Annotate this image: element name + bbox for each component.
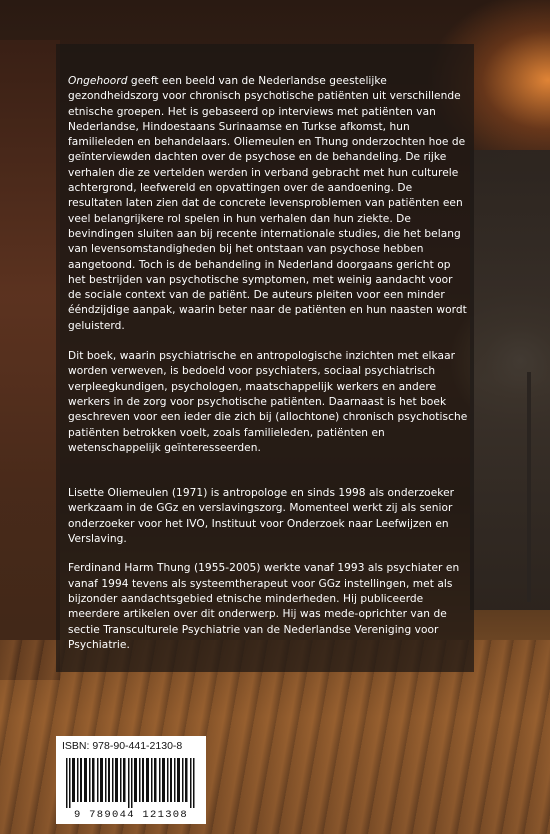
barcode-icon: [66, 758, 196, 808]
book-title: Ongehoord: [68, 75, 128, 87]
background-building-right: [470, 150, 550, 610]
barcode-digits: 9 789044 121308: [73, 809, 188, 821]
author-bio-1: Lisette Oliemeulen (1971) is antropologe en sinds 1998 als onderzoeker werkzaam in de GGz en verslavingszorg. Momenteel werkt zij als senior onderzoeker voor het IVO, Instituut voor Onderzoek naar Leefwijzen en Verslaving.: [68, 487, 455, 546]
description-paragraph-2: Dit boek, waarin psychiatrische en antropologische inzichten met elkaar worden verweven, is bedoeld voor psychiaters, sociaal psychiatrisch verpleegkundigen, psychologen, maatschappelijk werkers en andere werkers in de zorg voor psychotische patiënten. Daarnaast is het boek geschreven voor een ieder die zich bij (allochtone) chronisch psychotische patiënten betrokken voelt, zoals familieleden, patiënten en wetenschappelijk geïnteresseerden.: [68, 350, 468, 454]
description-paragraph-1: Ongehoord geeft een beeld van de Nederlandse geestelijke gezondheidszorg voor chronisch psychotische patiënten uit verschillende etnische groepen. Het is gebaseerd op interviews met patiënten van Nederlandse, Hindoestaans Surinaamse en Turkse afkomst, hun familieleden en behandelaars. Oliemeulen en Thung onderzochten hoe de geïnterviewden dachten over de psychose en de behandeling. De rijke verhalen die ze vertelden werden in verband gebracht met hun culturele achtergrond, leefwereld en opvattingen over de aandoening. De resultaten laten zien dat de concrete levensproblemen van patiënten een veel belangrijkere rol spelen in hun verhalen dan hun ziekte. De bevindingen sluiten aan bij recente internationale studies, die het belang van levensomstandigheden bij het ontstaan van psychose hebben aangetoond. Toch is de behandeling in Nederland doorgaans gericht op het bestrijden van psychotische symptomen, met weinig aandacht voor de sociale context van de patiënt. De auteurs pleiten voor een minder ééndzijdige aanpak, waarin beter naar de patiënten en hun naasten wordt geluisterd.: [68, 75, 467, 332]
blurb-text: [68, 74, 468, 653]
author-bio-2: Ferdinand Harm Thung (1955-2005) werkte vanaf 1993 als psychiater en vanaf 1994 tevens als systeemtherapeut voor GGz instellingen, met als bijzonder aandachtsgebied etnische minderheden. Hij publiceerde meerdere artikelen over dit onderwerp. Hij was mede-oprichter van de sectie Transculturele Psychiatrie van de Nederlandse Vereniging voor Psychiatrie.: [68, 562, 460, 651]
isbn-label: ISBN: 978-90-441-2130-8: [62, 740, 183, 752]
background-building-left: [0, 40, 60, 680]
street-lamp-icon: [527, 372, 531, 602]
barcode-box: [56, 736, 206, 824]
